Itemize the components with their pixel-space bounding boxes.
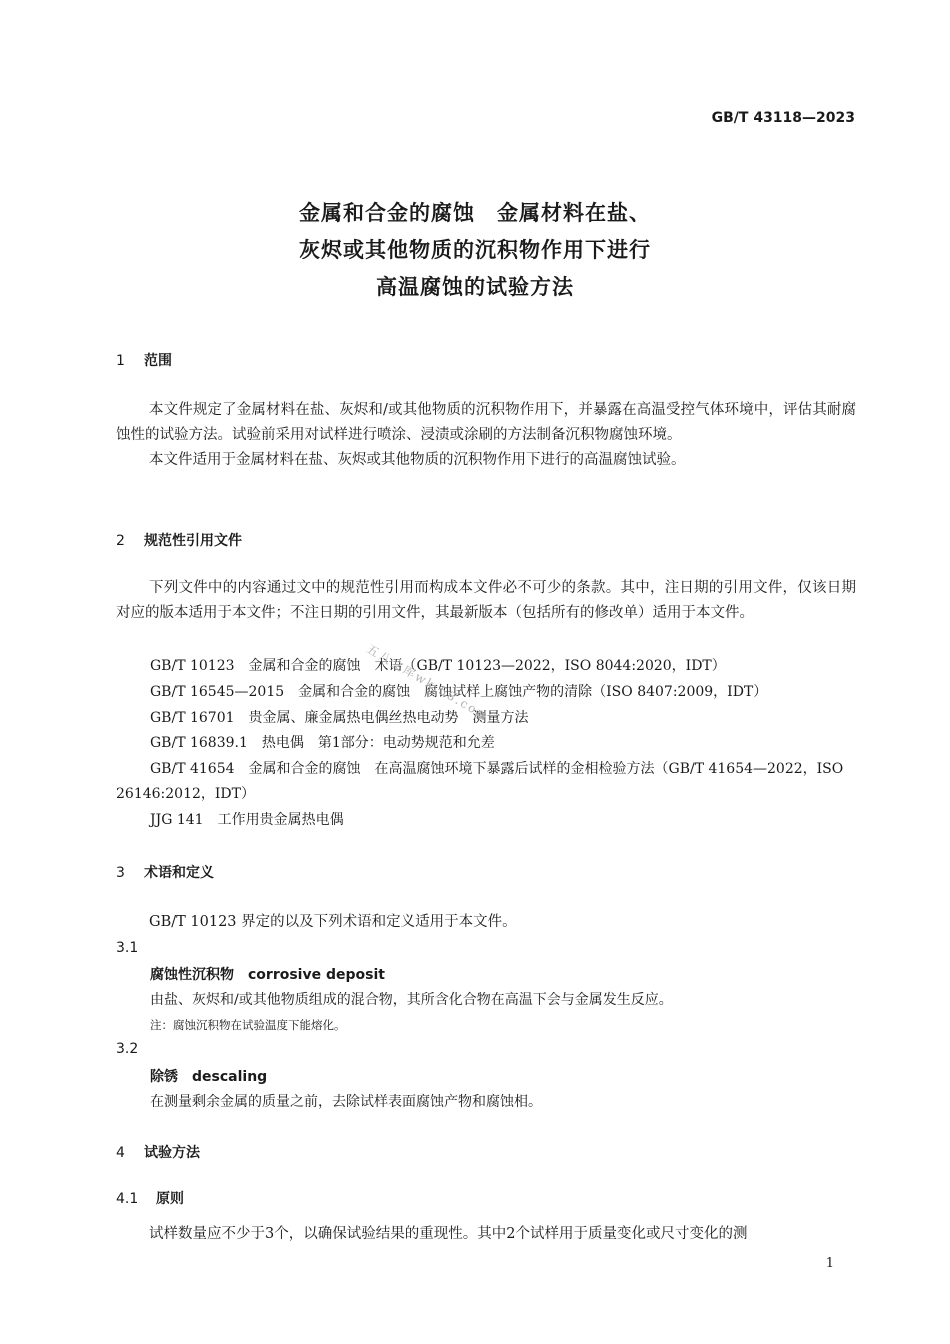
section-3-body — [116, 910, 856, 935]
section-1-heading — [116, 350, 172, 370]
term-3-2-chinese: 除锈 — [150, 1069, 178, 1085]
reference-item: GB/T 16701 贵金属、廉金属热电偶丝热电动势 测量方法 — [150, 710, 529, 726]
term-3-1-note: 注：腐蚀沉积物在试验温度下能熔化。 — [150, 1018, 346, 1032]
section-1-body — [116, 398, 856, 473]
term-3-2-english: descaling — [192, 1069, 268, 1085]
section-2-heading — [116, 530, 242, 550]
term-3-2-title — [150, 1066, 267, 1086]
section-3-paragraph-1: GB/T 10123 界定的以及下列术语和定义适用于本文件。 — [149, 914, 517, 930]
document-title — [0, 195, 950, 306]
term-3-1-chinese: 腐蚀性沉积物 — [150, 967, 234, 983]
term-3-2-definition: 在测量剩余金属的质量之前，去除试样表面腐蚀产物和腐蚀相。 — [150, 1094, 542, 1110]
section-3-title: 术语和定义 — [144, 865, 214, 881]
section-4-paragraph-1: 试样数量应不少于3个，以确保试验结果的重现性。其中2个试样用于质量变化或尺寸变化的测 — [149, 1226, 748, 1242]
term-3-2-number: 3.2 — [116, 1041, 139, 1057]
reference-item: GB/T 16545—2015 金属和合金的腐蚀 腐蚀试样上腐蚀产物的清除（ISO 8407:2009，IDT） — [150, 684, 768, 700]
page-number: 1 — [825, 1256, 834, 1271]
watermark-text: 五八文库wk.58.com — [364, 641, 493, 724]
section-2-paragraph-1: 下列文件中的内容通过文中的规范性引用而构成本文件必不可少的条款。其中，注日期的引用文件，仅该日期对应的版本适用于本文件；不注日期的引用文件，其最新版本（包括所有的修改单）适用于本文件。 — [116, 580, 856, 621]
subsection-4-1-number: 4.1 — [116, 1191, 139, 1207]
term-3-1-title — [150, 964, 385, 984]
standard-number: GB/T 43118—2023 — [711, 110, 855, 126]
title-line-2: 灰烬或其他物质的沉积物作用下进行 — [299, 238, 651, 262]
term-3-1-number: 3.1 — [116, 940, 139, 956]
reference-item: GB/T 16839.1 热电偶 第1部分：电动势规范和允差 — [150, 735, 495, 751]
term-3-1-english: corrosive deposit — [248, 967, 385, 983]
section-1-number: 1 — [116, 353, 125, 369]
reference-item: GB/T 41654 金属和合金的腐蚀 在高温腐蚀环境下暴露后试样的金相检验方法（GB/T 41654—2022，ISO 26146:2012，IDT） — [116, 761, 844, 802]
section-3-number: 3 — [116, 865, 125, 881]
section-2-body — [116, 576, 856, 626]
section-4-number: 4 — [116, 1145, 125, 1161]
term-3-1-definition: 由盐、灰烬和/或其他物质组成的混合物，其所含化合物在高温下会与金属发生反应。 — [150, 992, 673, 1008]
section-1-paragraph-2: 本文件适用于金属材料在盐、灰烬或其他物质的沉积物作用下进行的高温腐蚀试验。 — [149, 452, 686, 468]
title-line-1: 金属和合金的腐蚀 金属材料在盐、 — [299, 201, 651, 225]
section-1-paragraph-1: 本文件规定了金属材料在盐、灰烬和/或其他物质的沉积物作用下，并暴露在高温受控气体环境中，评估其耐腐蚀性的试验方法。试验前采用对试样进行喷涂、浸渍或涂刷的方法制备沉积物腐蚀环境。 — [116, 402, 856, 443]
section-1-title: 范围 — [144, 353, 172, 369]
subsection-4-1-title: 原则 — [156, 1191, 184, 1207]
reference-item: GB/T 10123 金属和合金的腐蚀 术语（GB/T 10123—2022，ISO 8044:2020，IDT） — [150, 658, 726, 674]
section-4-title: 试验方法 — [144, 1145, 200, 1161]
section-4-body — [116, 1222, 856, 1247]
section-2-number: 2 — [116, 533, 125, 549]
section-3-heading — [116, 862, 214, 882]
title-line-3: 高温腐蚀的试验方法 — [376, 275, 574, 299]
section-4-heading — [116, 1142, 200, 1162]
section-2-title: 规范性引用文件 — [144, 533, 242, 549]
reference-item: JJG 141 工作用贵金属热电偶 — [150, 812, 344, 828]
subsection-4-1-heading — [116, 1188, 184, 1208]
